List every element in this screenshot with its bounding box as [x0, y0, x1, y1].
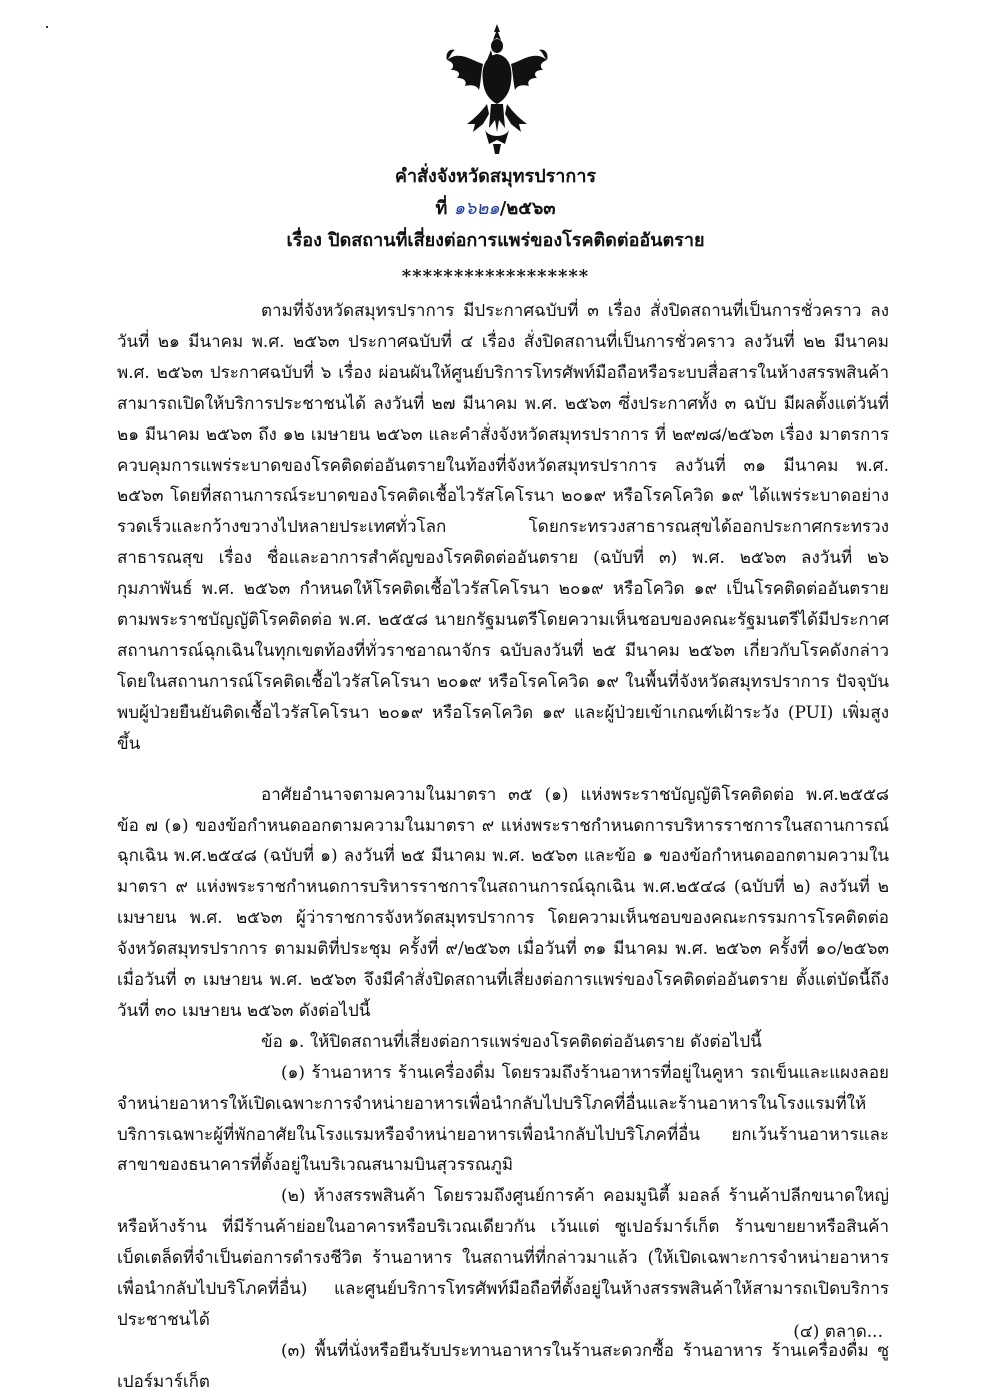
order-number	[0, 194, 991, 224]
separator-line: ******************	[401, 266, 590, 287]
clause-1-item-3: (๓) พื้นที่นั่งหรือยืนรับประทานอาหารในร้านสะดวกซื้อ ร้านอาหาร ร้านเครื่องดื่ม ซูเปอร์มาร์เก็ต	[117, 1340, 889, 1392]
clause-1-item-1: (๑) ร้านอาหาร ร้านเครื่องดื่ม โดยรวมถึงร้านอาหารที่อยู่ในคูหา รถเข็นและแผงลอยจำหน่ายอาหารให้เปิดเฉพาะการจำหน่ายอาหารเพื่อนำกลับไปบริโภคที่อื่นและร้านอาหารในโรงแรมที่ให้บริการเฉพาะผู้ที่พักอาศัยในโรงแรมหรือจำหน่ายอาหารเพื่อนำกลับไปบริโภคที่อื่น ยกเว้นร้านอาหารและสาขาของธนาคารที่ตั้งอยู่ในบริเวณสนามบินสุวรรณภูมิ	[117, 1062, 889, 1176]
next-page-continuation: (๔) ตลาด...	[793, 1322, 883, 1342]
order-number-suffix: /๒๕๖๓	[499, 198, 556, 219]
clause-1: ข้อ ๑. ให้ปิดสถานที่เสี่ยงต่อการแพร่ของโรคติดต่ออันตราย ดังต่อไปนี้	[261, 1031, 762, 1052]
order-title: คำสั่งจังหวัดสมุทรปราการ	[394, 166, 597, 187]
paragraph-background: ตามที่จังหวัดสมุทรปราการ มีประกาศฉบับที่ ๓ เรื่อง สั่งปิดสถานที่เป็นการชั่วคราว ลงวันที่ ๒๑ มีนาคม พ.ศ. ๒๕๖๓ ประกาศฉบับที่ ๔ เรื่อง สั่งปิดสถานที่เป็นการชั่วคราว ลงวันที่ ๒๒ มีนาคม พ.ศ. ๒๕๖๓ ประกาศฉบับที่ ๖ เรื่อง ผ่อนผันให้ศูนย์บริการโทรศัพท์มือถือหรือระบบสื่อสารในห้างสรรพสินค้าสามารถเปิดให้บริการประชาชนได้ ลงวันที่ ๒๗ มีนาคม พ.ศ. ๒๕๖๓ ซึ่งประกาศทั้ง ๓ ฉบับ มีผลตั้งแต่วันที่ ๒๑ มีนาคม ๒๕๖๓ ถึง ๑๒ เมษายน ๒๕๖๓ และคำสั่งจังหวัดสมุทรปราการ ที่ ๒๙๗๘/๒๕๖๓ เรื่อง มาตรการควบคุมการแพร่ระบาดของโรคติดต่ออันตรายในท้องที่จังหวัดสมุทรปราการ ลงวันที่ ๓๑ มีนาคม พ.ศ. ๒๕๖๓ โดยที่สถานการณ์ระบาดของโรคติดเชื้อไวรัสโคโรนา ๒๐๑๙ หรือโรคโควิด ๑๙ ได้แพร่ระบาดอย่างรวดเร็วและกว้างขวางไปหลายประเทศทั่วโลก โดยกระทรวงสาธารณสุขได้ออกประกาศกระทรวงสาธารณสุข เรื่อง ชื่อและอาการสำคัญของโรคติดต่ออันตราย (ฉบับที่ ๓) พ.ศ. ๒๕๖๓ ลงวันที่ ๒๖ กุมภาพันธ์ พ.ศ. ๒๕๖๓ กำหนดให้โรคติดเชื้อไวรัสโคโรนา ๒๐๑๙ หรือโควิด ๑๙ เป็นโรคติดต่ออันตรายตามพระราชบัญญัติโรคติดต่อ พ.ศ. ๒๕๕๘ นายกรัฐมนตรีโดยความเห็นชอบของคณะรัฐมนตรีได้มีประกาศสถานการณ์ฉุกเฉินในทุกเขตท้องที่ทั่วราชอาณาจักร ฉบับลงวันที่ ๒๕ มีนาคม ๒๕๖๓ เกี่ยวกับโรคดังกล่าว โดยในสถานการณ์โรคติดเชื้อไวรัสโคโรนา ๒๐๑๙ หรือโรคโควิด ๑๙ ในพื้นที่จังหวัดสมุทรปราการ ปัจจุบันพบผู้ป่วยยืนยันติดเชื้อไวรัสโคโรนา ๒๐๑๙ หรือโรคโควิด ๑๙ และผู้ป่วยเข้าเกณฑ์เฝ้าระวัง (PUI) เพิ่มสูงขึ้น	[117, 301, 889, 754]
clause-1-item-2: (๒) ห้างสรรพสินค้า โดยรวมถึงศูนย์การค้า คอมมูนิตี้ มอลล์ ร้านค้าปลีกขนาดใหญ่ หรือห้างร้าน ที่มีร้านค้าย่อยในอาคารหรือบริเวณเดียวกัน เว้นแต่ ซูเปอร์มาร์เก็ต ร้านขายยาหรือสินค้าเบ็ดเตล็ดที่จำเป็นต่อการดำรงชีวิต ร้านอาหาร ในสถานที่ที่กล่าวมาแล้ว (ให้เปิดเฉพาะการจำหน่ายอาหารเพื่อนำกลับไปบริโภคที่อื่น) และศูนย์บริการโทรศัพท์มือถือที่ตั้งอยู่ในห้างสรรพสินค้าให้สามารถเปิดบริการประชาชนได้	[117, 1186, 889, 1330]
document-body	[117, 296, 889, 1398]
order-number-handwritten: ๑๖๒๑	[453, 198, 500, 219]
order-subject: เรื่อง ปิดสถานที่เสี่ยงต่อการแพร่ของโรคติดต่ออันตราย	[286, 230, 705, 251]
garuda-emblem-icon	[437, 20, 557, 158]
order-number-prefix: ที่	[435, 198, 448, 219]
scan-speck	[46, 26, 48, 28]
paragraph-authority: อาศัยอำนาจตามความในมาตรา ๓๕ (๑) แห่งพระราชบัญญัติโรคติดต่อ พ.ศ.๒๕๕๘ ข้อ ๗ (๑) ของข้อกำหนดออกตามความในมาตรา ๙ แห่งพระราชกำหนดการบริหารราชการในสถานการณ์ฉุกเฉิน พ.ศ.๒๕๔๘ (ฉบับที่ ๑) ลงวันที่ ๒๕ มีนาคม พ.ศ. ๒๕๖๓ และข้อ ๑ ของข้อกำหนดออกตามความในมาตรา ๙ แห่งพระราชกำหนดการบริหารราชการในสถานการณ์ฉุกเฉิน พ.ศ.๒๕๔๘ (ฉบับที่ ๒) ลงวันที่ ๒ เมษายน พ.ศ. ๒๕๖๓ ผู้ว่าราชการจังหวัดสมุทรปราการ โดยความเห็นชอบของคณะกรรมการโรคติดต่อจังหวัดสมุทรปราการ ตามมติที่ประชุม ครั้งที่ ๙/๒๕๖๓ เมื่อวันที่ ๓๑ มีนาคม พ.ศ. ๒๕๖๓ ครั้งที่ ๑๐/๒๕๖๓ เมื่อวันที่ ๓ เมษายน พ.ศ. ๒๕๖๓ จึงมีคำสั่งปิดสถานที่เสี่ยงต่อการแพร่ของโรคติดต่ออันตราย ตั้งแต่บัดนี้ถึงวันที่ ๓๐ เมษายน ๒๕๖๓ ดังต่อไปนี้	[117, 784, 889, 1021]
